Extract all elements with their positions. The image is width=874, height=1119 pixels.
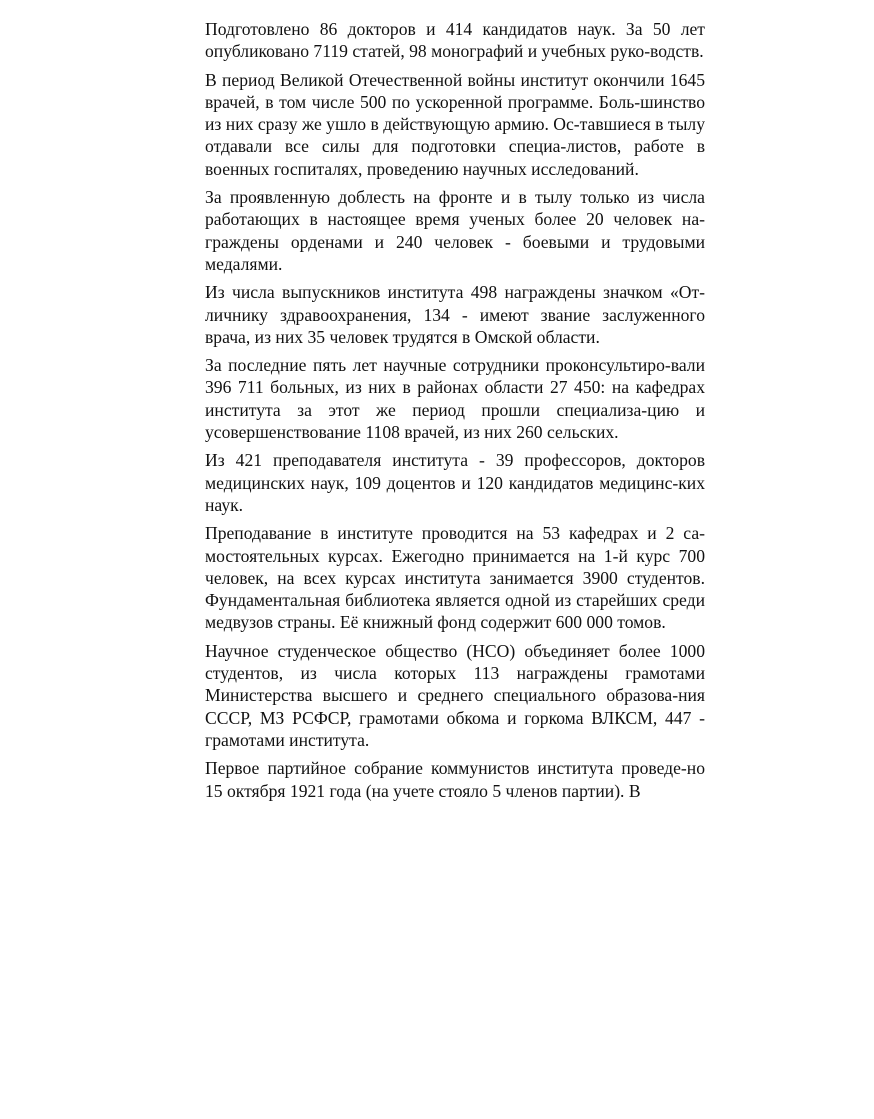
paragraph-consultations: За последние пять лет научные сотрудники проконсультиро-вали 396 711 больных, из них в районах области 27 450: на кафедрах института за этот же период прошли специализа-цию и усовершенствование 1108 врачей, из них 260 сельских. — [205, 355, 705, 443]
document-page — [205, 18, 705, 808]
paragraph-teaching-library: Преподавание в институте проводится на 53 кафедрах и 2 са-мостоятельных курсах. Ежегодно принимается на 1-й курс 700 человек, на всех курсах института занимается 3900 студентов. Фундаментальная библиотека является одной из старейших среди медвузов страны. Её книжный фонд содержит 600 000 томов. — [205, 523, 705, 633]
paragraph-graduates: Из числа выпускников института 498 награждены значком «От-личнику здравоохранения, 134 - имеют звание заслуженного врача, из них 35 человек трудятся в Омской области. — [205, 282, 705, 347]
paragraph-awards: За проявленную доблесть на фронте и в тылу только из числа работающих в настоящее время ученых более 20 человек на-граждены орденами и 240 человек - боевыми и трудовыми медалями. — [205, 187, 705, 274]
paragraph-publications: Подготовлено 86 докторов и 414 кандидатов наук. За 50 лет опубликовано 7119 статей, 98 монографий и учебных руко-водств. — [205, 19, 705, 62]
paragraph-war-years: В период Великой Отечественной войны институт окончили 1645 врачей, в том числе 500 по ускоренной программе. Боль-шинство из них сразу же ушло в действующую армию. Ос-тавшиеся в тылу отдавали все силы для подготовки специа-листов, работе в военных госпиталях, проведению научных исследований. — [205, 69, 705, 179]
paragraph-faculty: Из 421 преподавателя института - 39 профессоров, докторов медицинских наук, 109 доцентов и 120 кандидатов медицинс-ких наук. — [205, 450, 705, 515]
paragraph-party-meeting: Первое партийное собрание коммунистов института проведе-но 15 октября 1921 года (на учете стояло 5 членов партии). В — [205, 758, 705, 801]
paragraph-student-society: Научное студенческое общество (НСО) объединяет более 1000 студентов, из числа которых 113 награждены грамотами Министерства высшего и среднего специального образова-ния СССР, МЗ РСФСР, грамотами обкома и горкома ВЛКСМ, 447 - грамотами института. — [205, 640, 705, 750]
